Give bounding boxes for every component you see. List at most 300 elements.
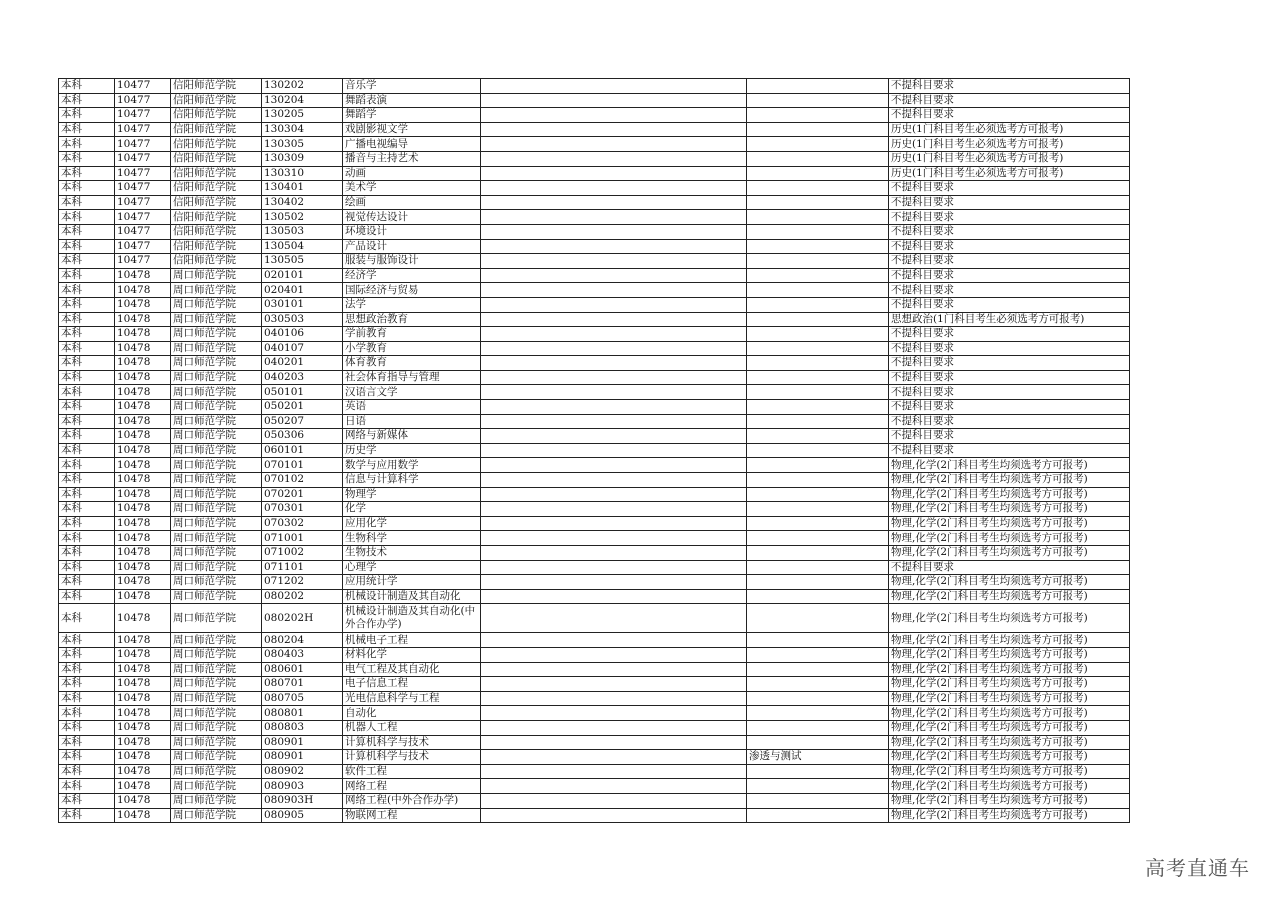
requirement-cell: 物理,化学(2门科目考生均须选考方可报考) [889,604,1130,633]
level-cell: 本科 [59,181,115,196]
school-code-cell: 10478 [115,706,171,721]
requirement-cell: 不提科目要求 [889,414,1130,429]
school-code-cell: 10478 [115,327,171,342]
level-cell: 本科 [59,750,115,765]
school-name-cell: 周口师范学院 [171,385,262,400]
table-row [59,677,1130,692]
blank-cell [481,720,747,735]
school-name-cell: 周口师范学院 [171,750,262,765]
school-name-cell: 信阳师范学院 [171,210,262,225]
blank-cell [481,385,747,400]
requirement-cell: 物理,化学(2门科目考生均须选考方可报考) [889,575,1130,590]
requirement-cell: 物理,化学(2门科目考生均须选考方可报考) [889,779,1130,794]
major-name-cell: 计算机科学与技术 [343,735,481,750]
school-name-cell: 周口师范学院 [171,370,262,385]
major-code-cell: 070302 [262,516,343,531]
level-cell: 本科 [59,108,115,123]
major-code-cell: 071002 [262,546,343,561]
school-name-cell: 信阳师范学院 [171,239,262,254]
major-code-cell: 130402 [262,195,343,210]
school-name-cell: 周口师范学院 [171,429,262,444]
major-code-cell: 080801 [262,706,343,721]
direction-cell [747,327,889,342]
table-row [59,516,1130,531]
major-name-cell: 历史学 [343,443,481,458]
school-name-cell: 信阳师范学院 [171,181,262,196]
direction-cell [747,283,889,298]
major-name-cell: 小学教育 [343,341,481,356]
direction-cell [747,793,889,808]
major-code-cell: 030101 [262,297,343,312]
school-name-cell: 周口师范学院 [171,356,262,371]
direction-cell [747,151,889,166]
blank-cell [481,122,747,137]
table-row [59,706,1130,721]
blank-cell [481,93,747,108]
table-row [59,181,1130,196]
table-row [59,662,1130,677]
school-name-cell: 周口师范学院 [171,443,262,458]
direction-cell [747,385,889,400]
requirement-cell: 物理,化学(2门科目考生均须选考方可报考) [889,633,1130,648]
table-row [59,735,1130,750]
major-code-cell: 130310 [262,166,343,181]
major-name-cell: 思想政治教育 [343,312,481,327]
level-cell: 本科 [59,327,115,342]
school-code-cell: 10478 [115,633,171,648]
table-row [59,283,1130,298]
blank-cell [481,283,747,298]
table-row [59,793,1130,808]
requirement-cell: 物理,化学(2门科目考生均须选考方可报考) [889,487,1130,502]
major-name-cell: 光电信息科学与工程 [343,691,481,706]
major-name-cell: 化学 [343,502,481,517]
direction-cell [747,516,889,531]
school-code-cell: 10478 [115,647,171,662]
direction-cell [747,575,889,590]
school-name-cell: 周口师范学院 [171,677,262,692]
direction-cell [747,79,889,94]
major-name-cell: 软件工程 [343,764,481,779]
table-row [59,647,1130,662]
school-code-cell: 10478 [115,283,171,298]
level-cell: 本科 [59,677,115,692]
school-name-cell: 信阳师范学院 [171,224,262,239]
level-cell: 本科 [59,341,115,356]
table-row [59,327,1130,342]
level-cell: 本科 [59,647,115,662]
school-code-cell: 10478 [115,764,171,779]
requirement-cell: 历史(1门科目考生必须选考方可报考) [889,122,1130,137]
table-row [59,268,1130,283]
school-name-cell: 周口师范学院 [171,735,262,750]
requirement-cell: 历史(1门科目考生必须选考方可报考) [889,166,1130,181]
major-name-cell: 学前教育 [343,327,481,342]
direction-cell [747,254,889,269]
major-name-cell: 美术学 [343,181,481,196]
blank-cell [481,370,747,385]
direction-cell [747,108,889,123]
watermark: 高考直通车 [1145,856,1250,880]
school-code-cell: 10478 [115,297,171,312]
requirement-cell: 不提科目要求 [889,224,1130,239]
school-code-cell: 10478 [115,400,171,415]
school-name-cell: 周口师范学院 [171,706,262,721]
blank-cell [481,195,747,210]
major-name-cell: 服装与服饰设计 [343,254,481,269]
major-code-cell: 040106 [262,327,343,342]
requirement-cell: 物理,化学(2门科目考生均须选考方可报考) [889,647,1130,662]
school-code-cell: 10477 [115,166,171,181]
major-name-cell: 舞蹈学 [343,108,481,123]
table-row [59,502,1130,517]
blank-cell [481,633,747,648]
school-code-cell: 10478 [115,429,171,444]
requirement-cell: 不提科目要求 [889,297,1130,312]
major-name-cell: 英语 [343,400,481,415]
major-name-cell: 机器人工程 [343,720,481,735]
level-cell: 本科 [59,297,115,312]
major-code-cell: 071202 [262,575,343,590]
school-name-cell: 周口师范学院 [171,283,262,298]
blank-cell [481,589,747,604]
school-code-cell: 10477 [115,151,171,166]
table-row [59,122,1130,137]
direction-cell [747,604,889,633]
school-code-cell: 10477 [115,224,171,239]
level-cell: 本科 [59,662,115,677]
major-code-cell: 070101 [262,458,343,473]
school-name-cell: 周口师范学院 [171,414,262,429]
level-cell: 本科 [59,443,115,458]
school-name-cell: 信阳师范学院 [171,93,262,108]
school-code-cell: 10478 [115,662,171,677]
blank-cell [481,166,747,181]
school-code-cell: 10477 [115,108,171,123]
major-name-cell: 生物技术 [343,546,481,561]
major-code-cell: 030503 [262,312,343,327]
school-code-cell: 10477 [115,181,171,196]
major-code-cell: 130503 [262,224,343,239]
major-name-cell: 绘画 [343,195,481,210]
direction-cell [747,662,889,677]
blank-cell [481,808,747,823]
table-body [59,79,1130,823]
school-name-cell: 周口师范学院 [171,560,262,575]
direction-cell [747,531,889,546]
level-cell: 本科 [59,764,115,779]
table-row [59,370,1130,385]
major-name-cell: 材料化学 [343,647,481,662]
school-name-cell: 信阳师范学院 [171,254,262,269]
major-code-cell: 080202 [262,589,343,604]
blank-cell [481,473,747,488]
table-row [59,458,1130,473]
major-name-cell: 音乐学 [343,79,481,94]
direction-cell [747,166,889,181]
blank-cell [481,706,747,721]
school-name-cell: 周口师范学院 [171,779,262,794]
major-name-cell: 生物科学 [343,531,481,546]
major-code-cell: 060101 [262,443,343,458]
blank-cell [481,750,747,765]
school-name-cell: 周口师范学院 [171,764,262,779]
level-cell: 本科 [59,531,115,546]
major-name-cell: 机械电子工程 [343,633,481,648]
school-code-cell: 10478 [115,443,171,458]
school-name-cell: 周口师范学院 [171,473,262,488]
requirement-cell: 物理,化学(2门科目考生均须选考方可报考) [889,546,1130,561]
requirement-cell: 不提科目要求 [889,108,1130,123]
blank-cell [481,575,747,590]
table-row [59,137,1130,152]
level-cell: 本科 [59,808,115,823]
major-code-cell: 050207 [262,414,343,429]
major-name-cell: 信息与计算科学 [343,473,481,488]
level-cell: 本科 [59,93,115,108]
school-name-cell: 周口师范学院 [171,604,262,633]
major-name-cell: 心理学 [343,560,481,575]
level-cell: 本科 [59,575,115,590]
major-name-cell: 动画 [343,166,481,181]
table-row [59,108,1130,123]
school-name-cell: 周口师范学院 [171,458,262,473]
school-code-cell: 10477 [115,93,171,108]
blank-cell [481,560,747,575]
blank-cell [481,793,747,808]
blank-cell [481,546,747,561]
direction-cell [747,370,889,385]
school-name-cell: 信阳师范学院 [171,166,262,181]
school-name-cell: 周口师范学院 [171,589,262,604]
requirement-cell: 不提科目要求 [889,327,1130,342]
level-cell: 本科 [59,516,115,531]
level-cell: 本科 [59,633,115,648]
direction-cell [747,764,889,779]
school-name-cell: 周口师范学院 [171,312,262,327]
major-code-cell: 130204 [262,93,343,108]
major-name-cell: 日语 [343,414,481,429]
major-code-cell: 130502 [262,210,343,225]
major-code-cell: 130504 [262,239,343,254]
major-code-cell: 020101 [262,268,343,283]
school-name-cell: 信阳师范学院 [171,79,262,94]
direction-cell [747,735,889,750]
table-row [59,210,1130,225]
level-cell: 本科 [59,414,115,429]
school-name-cell: 周口师范学院 [171,516,262,531]
major-code-cell: 071001 [262,531,343,546]
direction-cell [747,779,889,794]
major-code-cell: 080202H [262,604,343,633]
level-cell: 本科 [59,487,115,502]
direction-cell [747,502,889,517]
blank-cell [481,356,747,371]
requirement-cell: 物理,化学(2门科目考生均须选考方可报考) [889,720,1130,735]
table-row [59,764,1130,779]
major-code-cell: 080204 [262,633,343,648]
requirement-cell: 不提科目要求 [889,429,1130,444]
level-cell: 本科 [59,268,115,283]
school-name-cell: 周口师范学院 [171,341,262,356]
level-cell: 本科 [59,283,115,298]
direction-cell [747,341,889,356]
school-name-cell: 周口师范学院 [171,575,262,590]
direction-cell [747,647,889,662]
school-code-cell: 10477 [115,210,171,225]
school-code-cell: 10477 [115,79,171,94]
school-name-cell: 周口师范学院 [171,327,262,342]
level-cell: 本科 [59,735,115,750]
direction-cell [747,356,889,371]
major-name-cell: 应用化学 [343,516,481,531]
major-code-cell: 130305 [262,137,343,152]
level-cell: 本科 [59,79,115,94]
level-cell: 本科 [59,166,115,181]
requirement-cell: 物理,化学(2门科目考生均须选考方可报考) [889,735,1130,750]
school-code-cell: 10478 [115,779,171,794]
blank-cell [481,327,747,342]
major-code-cell: 080701 [262,677,343,692]
requirement-cell: 不提科目要求 [889,195,1130,210]
school-code-cell: 10477 [115,137,171,152]
major-code-cell: 050306 [262,429,343,444]
major-code-cell: 071101 [262,560,343,575]
school-code-cell: 10477 [115,122,171,137]
requirement-cell: 物理,化学(2门科目考生均须选考方可报考) [889,531,1130,546]
blank-cell [481,502,747,517]
requirement-cell: 不提科目要求 [889,400,1130,415]
blank-cell [481,268,747,283]
school-name-cell: 信阳师范学院 [171,137,262,152]
level-cell: 本科 [59,706,115,721]
school-code-cell: 10478 [115,516,171,531]
school-name-cell: 周口师范学院 [171,268,262,283]
requirement-cell: 物理,化学(2门科目考生均须选考方可报考) [889,706,1130,721]
requirement-cell: 不提科目要求 [889,356,1130,371]
requirement-cell: 历史(1门科目考生必须选考方可报考) [889,151,1130,166]
requirement-cell: 不提科目要求 [889,370,1130,385]
school-name-cell: 周口师范学院 [171,531,262,546]
blank-cell [481,151,747,166]
major-name-cell: 社会体育指导与管理 [343,370,481,385]
major-name-cell: 产品设计 [343,239,481,254]
major-code-cell: 130205 [262,108,343,123]
level-cell: 本科 [59,195,115,210]
school-code-cell: 10478 [115,750,171,765]
blank-cell [481,779,747,794]
requirement-cell: 不提科目要求 [889,93,1130,108]
major-name-cell: 物理学 [343,487,481,502]
direction-cell [747,808,889,823]
table-row [59,356,1130,371]
level-cell: 本科 [59,254,115,269]
school-name-cell: 信阳师范学院 [171,151,262,166]
level-cell: 本科 [59,473,115,488]
major-code-cell: 040107 [262,341,343,356]
school-name-cell: 周口师范学院 [171,487,262,502]
major-code-cell: 080901 [262,735,343,750]
table-row [59,239,1130,254]
direction-cell [747,297,889,312]
school-code-cell: 10478 [115,487,171,502]
requirement-cell: 物理,化学(2门科目考生均须选考方可报考) [889,662,1130,677]
major-name-cell: 视觉传达设计 [343,210,481,225]
table-row [59,560,1130,575]
direction-cell [747,560,889,575]
school-code-cell: 10478 [115,720,171,735]
major-code-cell: 080903H [262,793,343,808]
school-code-cell: 10478 [115,677,171,692]
major-name-cell: 网络工程(中外合作办学) [343,793,481,808]
direction-cell [747,691,889,706]
major-code-cell: 080705 [262,691,343,706]
direction-cell [747,239,889,254]
table-row [59,720,1130,735]
blank-cell [481,297,747,312]
requirement-cell: 不提科目要求 [889,268,1130,283]
table-row [59,341,1130,356]
major-code-cell: 130202 [262,79,343,94]
requirement-cell: 物理,化学(2门科目考生均须选考方可报考) [889,502,1130,517]
blank-cell [481,341,747,356]
school-code-cell: 10478 [115,604,171,633]
blank-cell [481,691,747,706]
major-code-cell: 020401 [262,283,343,298]
major-code-cell: 080601 [262,662,343,677]
level-cell: 本科 [59,385,115,400]
school-name-cell: 周口师范学院 [171,546,262,561]
school-name-cell: 周口师范学院 [171,808,262,823]
blank-cell [481,764,747,779]
major-name-cell: 舞蹈表演 [343,93,481,108]
level-cell: 本科 [59,239,115,254]
major-code-cell: 080905 [262,808,343,823]
school-code-cell: 10478 [115,473,171,488]
major-code-cell: 070201 [262,487,343,502]
blank-cell [481,677,747,692]
table-row [59,443,1130,458]
direction-cell [747,458,889,473]
table-row [59,633,1130,648]
level-cell: 本科 [59,691,115,706]
major-code-cell: 040203 [262,370,343,385]
direction-cell [747,677,889,692]
major-name-cell: 自动化 [343,706,481,721]
direction-cell [747,487,889,502]
school-code-cell: 10478 [115,458,171,473]
requirement-cell: 物理,化学(2门科目考生均须选考方可报考) [889,516,1130,531]
direction-cell [747,589,889,604]
blank-cell [481,224,747,239]
major-code-cell: 080901 [262,750,343,765]
school-name-cell: 周口师范学院 [171,720,262,735]
level-cell: 本科 [59,429,115,444]
level-cell: 本科 [59,312,115,327]
direction-cell [747,429,889,444]
school-code-cell: 10478 [115,385,171,400]
table-row [59,312,1130,327]
major-name-cell: 播音与主持艺术 [343,151,481,166]
school-code-cell: 10477 [115,254,171,269]
school-name-cell: 周口师范学院 [171,691,262,706]
school-code-cell: 10478 [115,414,171,429]
direction-cell [747,195,889,210]
major-code-cell: 130304 [262,122,343,137]
requirement-cell: 不提科目要求 [889,181,1130,196]
direction-cell [747,224,889,239]
level-cell: 本科 [59,370,115,385]
